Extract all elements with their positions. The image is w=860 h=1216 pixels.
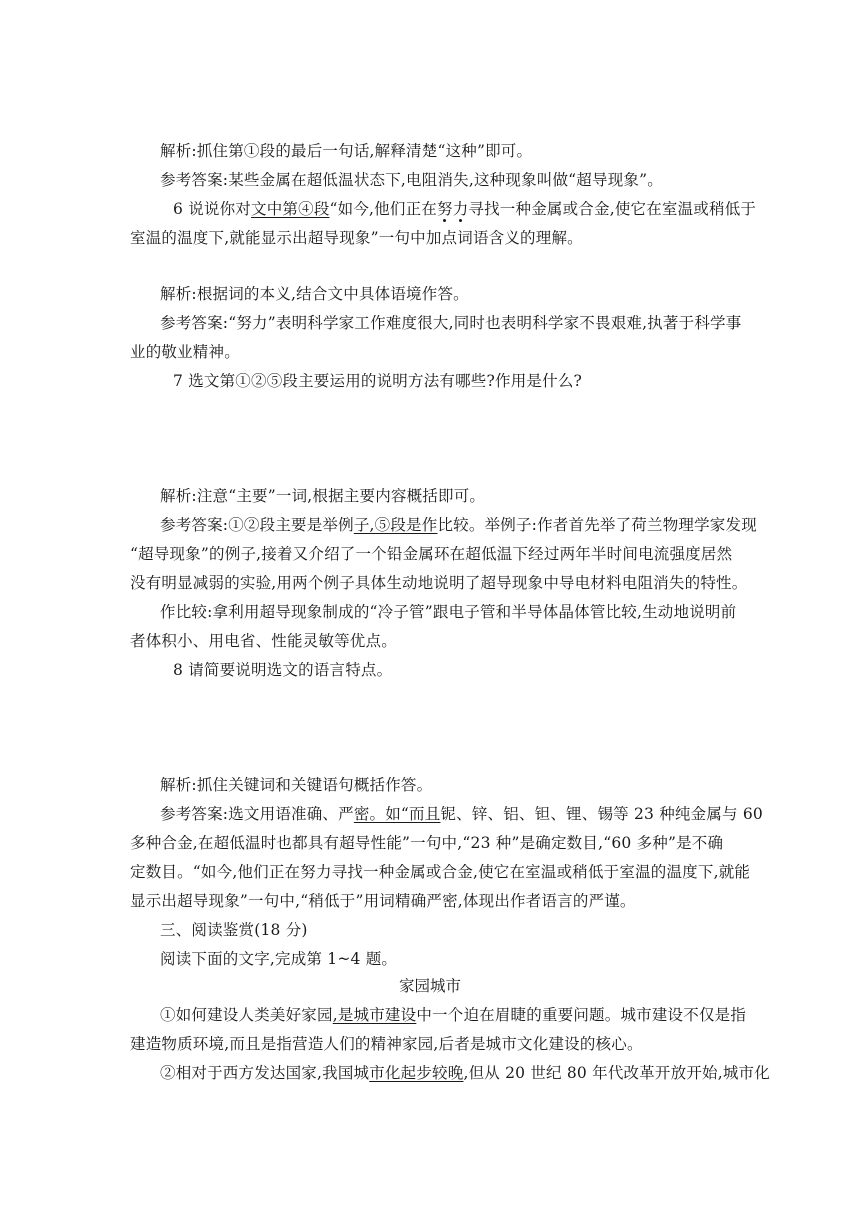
- section-instruction: 阅读下面的文字,完成第 1~4 题。: [160, 950, 398, 968]
- q6-dotted-char-1: 努: [436, 200, 453, 218]
- q6-question-line2: 室温的温度下,就能显示出超导现象”一句中加点词语含义的理解。: [130, 229, 583, 247]
- q8-number: 8: [173, 661, 184, 679]
- reading-p2-underlined: 市化起步较晚: [369, 1064, 464, 1082]
- q7-compare-line1: 作比较:拿利用超导现象制成的“冷子管”跟电子管和半导体晶体管比较,生动地说明前: [160, 603, 737, 621]
- q7-answer-line1: 参考答案:①②段主要是举例子,⑤段是作比较。举例子:作者首先举了荷兰物理学家发现: [160, 516, 757, 534]
- q7-answer-line3: 没有明显减弱的实验,用两个例子具体生动地说明了超导现象中导电材料电阻消失的特性。: [130, 574, 748, 592]
- q8-answer-line1: 参考答案:选文用语准确、严密。如“而且铌、锌、铝、钽、锂、锡等 23 种纯金属与 60: [160, 805, 763, 823]
- q6-underlined: 文中第④段: [251, 200, 330, 218]
- q6-number: 6: [173, 200, 184, 218]
- q8-question: 8 请简要说明选文的语言特点。: [173, 661, 393, 679]
- q5-analysis: 解析:抓住第①段的最后一句话,解释清楚“这种”即可。: [160, 142, 533, 160]
- section-heading: 三、阅读鉴赏(18 分): [160, 921, 308, 939]
- reading-title: 家园城市: [398, 977, 461, 995]
- q7-compare-line2: 者体积小、用电省、性能灵敏等优点。: [130, 632, 397, 650]
- q8-answer-line4: 显示出超导现象”一句中,“稍低于”用词精确严密,体现出作者语言的严谨。: [130, 892, 636, 910]
- q8-answer-line3: 定数目。“如今,他们正在努力寻找一种金属或合金,使它在室温或稍低于室温的温度下,就能: [130, 863, 751, 881]
- reading-p2-line1: ②相对于西方发达国家,我国城市化起步较晚,但从 20 世纪 80 年代改革开放开始,城市化: [160, 1064, 770, 1082]
- q6-question-line1: 6 说说你对文中第④段“如今,他们正在努力寻找一种金属或合金,使它在室温或稍低于: [173, 200, 757, 218]
- q7-answer-line2: “超导现象”的例子,接着又介绍了一个铅金属环在超低温下经过两年半时间电流强度居然: [130, 545, 733, 563]
- reading-p1-underlined: ,是城市建设: [332, 1006, 417, 1024]
- q6-dotted-char-2: 力: [452, 200, 469, 218]
- q7-underlined: 子,⑤段是作: [353, 516, 438, 534]
- q6-answer-line1: 参考答案:“努力”表明科学家工作难度很大,同时也表明科学家不畏艰难,执著于科学事: [160, 314, 742, 332]
- reading-p1-line1: ①如何建设人类美好家园,是城市建设中一个迫在眉睫的重要问题。城市建设不仅是指: [160, 1006, 747, 1024]
- q6-answer-line2: 业的敬业精神。: [130, 343, 240, 361]
- q7-number: 7: [173, 372, 184, 390]
- reading-p1-line2: 建造物质环境,而且是指营造人们的精神家园,后者是城市文化建设的核心。: [130, 1035, 643, 1053]
- q7-question: 7 选文第①②⑤段主要运用的说明方法有哪些?作用是什么?: [173, 372, 583, 390]
- q8-analysis: 解析:抓住关键词和关键语句概括作答。: [160, 776, 433, 794]
- q7-analysis: 解析:注意“主要”一词,根据主要内容概括即可。: [160, 487, 486, 505]
- q8-underlined: 密。如“而且: [353, 805, 441, 823]
- q8-answer-line2: 多种合金,在超低温时也都具有超导性能”一句中,“23 种”是确定数目,“60 多种”是不确: [130, 834, 724, 852]
- q6-analysis: 解析:根据词的本义,结合文中具体语境作答。: [160, 285, 469, 303]
- q5-answer: 参考答案:某些金属在超低温状态下,电阻消失,这种现象叫做“超导现象”。: [160, 171, 663, 189]
